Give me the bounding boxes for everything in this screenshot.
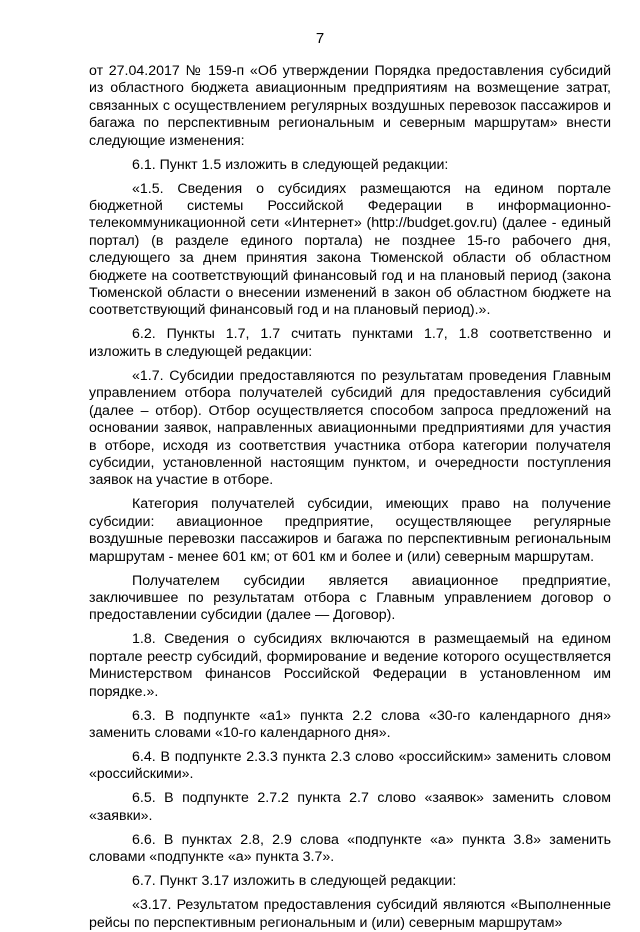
document-body (89, 63, 611, 932)
page-number: 7 (315, 30, 325, 47)
paragraph-1-7: «1.7. Субсидии предоставляются по результатам проведения Главным управлением отбора получателей субсидий для предоставления субсидий (далее – отбор). Отбор осуществляется способом запроса предложений на основании заявок, направленных авиационными предприятиями для участия в отборе, исходя из соответствия участника отбора категории получателя субсидии, установленной настоящим пунктом, и очередности поступления заявок на участие в отборе. (89, 367, 611, 489)
paragraph-6-2: 6.2. Пункты 1.7, 1.7 считать пунктами 1.7, 1.8 соответственно и изложить в следующей редакции: (89, 326, 611, 360)
paragraph-6-3: 6.3. В подпункте «а1» пункта 2.2 слова «30-го календарного дня» заменить словами «10-го календарного дня». (89, 707, 611, 741)
paragraph-6-4: 6.4. В подпункте 2.3.3 пункта 2.3 слово «российским» заменить словом «российскими». (89, 748, 611, 783)
paragraph-6-5: 6.5. В подпункте 2.7.2 пункта 2.7 слово «заявок» заменить словом «заявки». (89, 790, 611, 824)
paragraph-1-5: «1.5. Сведения о субсидиях размещаются на едином портале бюджетной системы Российской Федерации в информационно-телекоммуникационной сети «Интернет» (http://budget.gov.ru) (далее - единый портал) (в разделе единого портала) не позднее 15-го рабочего дня, следующего за днем принятия закона Тюменской области об областном бюджете на соответствующий финансовый год и на плановый период (закона Тюменской области о внесении изменений в закон об областном бюджете на соответствующий финансовый год и на плановый период).». (89, 180, 611, 319)
paragraph-category: Категория получателей субсидии, имеющих право на получение субсидии: авиационное предприятие, осуществляющее регулярные воздушные перевозки пассажиров и багажа по перспективным региональным маршрутам - менее 601 км; от 601 км и более и (или) северным маршрутам. (89, 496, 611, 565)
paragraph-1-8: 1.8. Сведения о субсидиях включаются в размещаемый на едином портале реестр субсидий, формирование и ведение которого осуществляется Министерством финансов Российской Федерации в установленном им порядке.». (89, 631, 611, 700)
paragraph-6-1: 6.1. Пункт 1.5 изложить в следующей редакции: (132, 156, 449, 173)
paragraph-recipient: Получателем субсидии является авиационное предприятие, заключившее по результатам отбора с Главным управлением договор о предоставлении субсидии (далее — Договор). (89, 572, 611, 624)
paragraph-3-17: «3.17. Результатом предоставления субсидий являются «Выполненные рейсы по перспективным региональным и (или) северным маршрутам» (89, 897, 611, 931)
paragraph-6-6: 6.6. В пунктах 2.8, 2.9 слова «подпункте «а» пункта 3.8» заменить словами «подпункте «а» пункта 3.7». (89, 831, 611, 866)
paragraph-intro-continuation: от 27.04.2017 № 159-п «Об утверждении Порядка предоставления субсидий из областного бюджета авиационным предприятиям на возмещение затрат, связанных с осуществлением регулярных воздушных перевозок пассажиров и багажа по перспективным региональным и северным маршрутам» внести следующие изменения: (89, 63, 611, 149)
paragraph-6-7: 6.7. Пункт 3.17 изложить в следующей редакции: (132, 873, 457, 890)
